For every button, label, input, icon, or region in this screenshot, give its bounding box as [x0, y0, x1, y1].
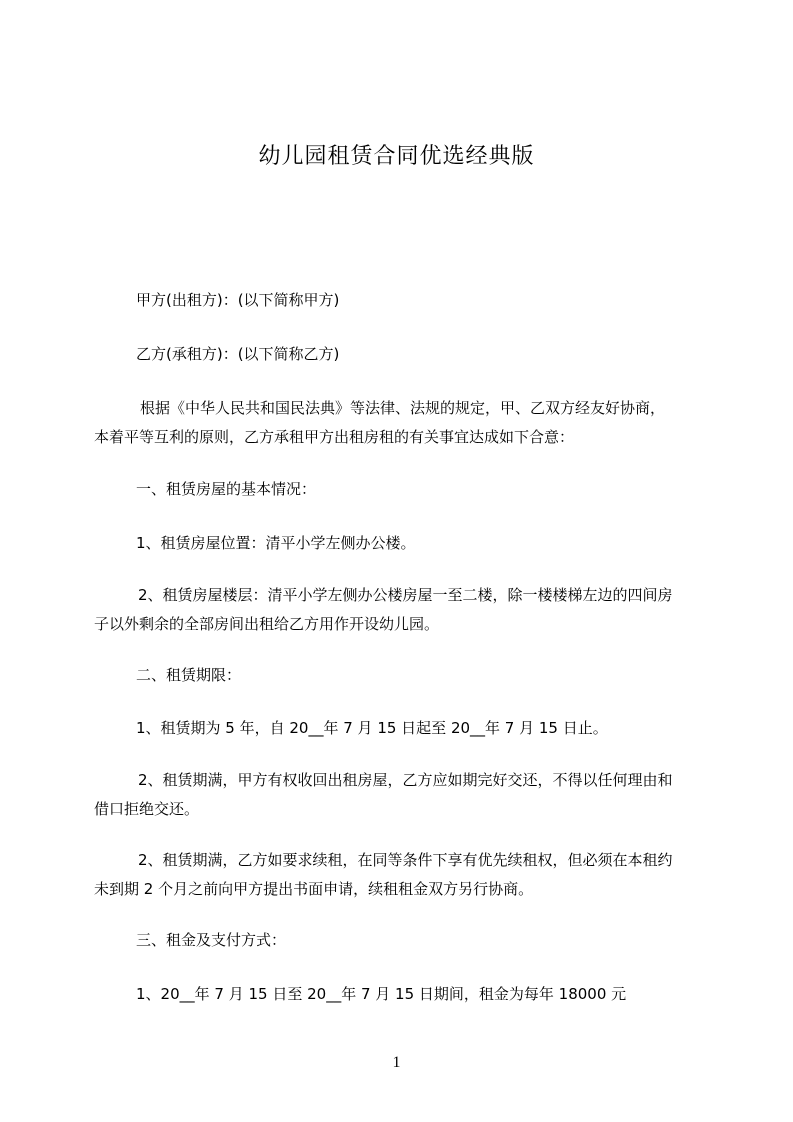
paragraph-line: 未到期 2 个月之前向甲方提出书面申请，续租租金双方另行协商。 — [94, 880, 534, 898]
paragraph-line: 2、租赁期满，甲方有权收回出租房屋，乙方应如期完好交还，不得以任何理由和 — [138, 771, 673, 789]
section-heading-1 — [94, 475, 714, 504]
paragraph-line: 本着平等互利的原则，乙方承租甲方出租房租的有关事宜达成如下合意： — [94, 428, 575, 446]
section-heading-2 — [94, 661, 714, 690]
clause-1-2 — [94, 581, 714, 639]
party-a-line — [94, 286, 714, 315]
paragraph-line: 1、20__年 7 月 15 日至 20__年 7 月 15 日期间，租金为每年 18000 元 — [136, 985, 627, 1003]
paragraph-line: 1、租赁期为 5 年，自 20__年 7 月 15 日起至 20__年 7 月 15 日止。 — [136, 719, 608, 737]
paragraph-line: 乙方(承租方)：(以下简称乙方) — [136, 345, 340, 363]
clause-2-3 — [94, 846, 714, 904]
clause-2-2 — [94, 766, 714, 824]
paragraph-line: 甲方(出租方)：(以下简称甲方) — [136, 291, 340, 309]
paragraph-line: 1、租赁房屋位置：清平小学左侧办公楼。 — [136, 534, 416, 552]
section-heading-3 — [94, 926, 714, 955]
preamble-paragraph — [94, 394, 714, 452]
paragraph-line: 借口拒绝交还。 — [94, 800, 200, 818]
paragraph-line: 子以外剩余的全部房间出租给乙方用作开设幼儿园。 — [94, 615, 440, 633]
paragraph-line: 2、租赁期满，乙方如要求续租，在同等条件下享有优先续租权，但必须在本租约 — [138, 851, 673, 869]
paragraph-line: 三、租金及支付方式： — [136, 931, 287, 949]
clause-2-1 — [94, 714, 714, 743]
paragraph-line: 根据《中华人民共和国民法典》等法律、法规的规定，甲、乙双方经友好协商， — [140, 399, 666, 417]
clause-1-1 — [94, 529, 714, 558]
document-title: 幼儿园租赁合同优选经典版 — [258, 144, 535, 169]
paragraph-line: 一、租赁房屋的基本情况： — [136, 480, 317, 498]
paragraph-line: 二、租赁期限： — [136, 666, 242, 684]
page-number: 1 — [392, 1054, 401, 1071]
party-b-line — [94, 340, 714, 369]
paragraph-line: 2、租赁房屋楼层：清平小学左侧办公楼房屋一至二楼，除一楼楼梯左边的四间房 — [138, 586, 673, 604]
clause-3-1 — [94, 980, 714, 1009]
